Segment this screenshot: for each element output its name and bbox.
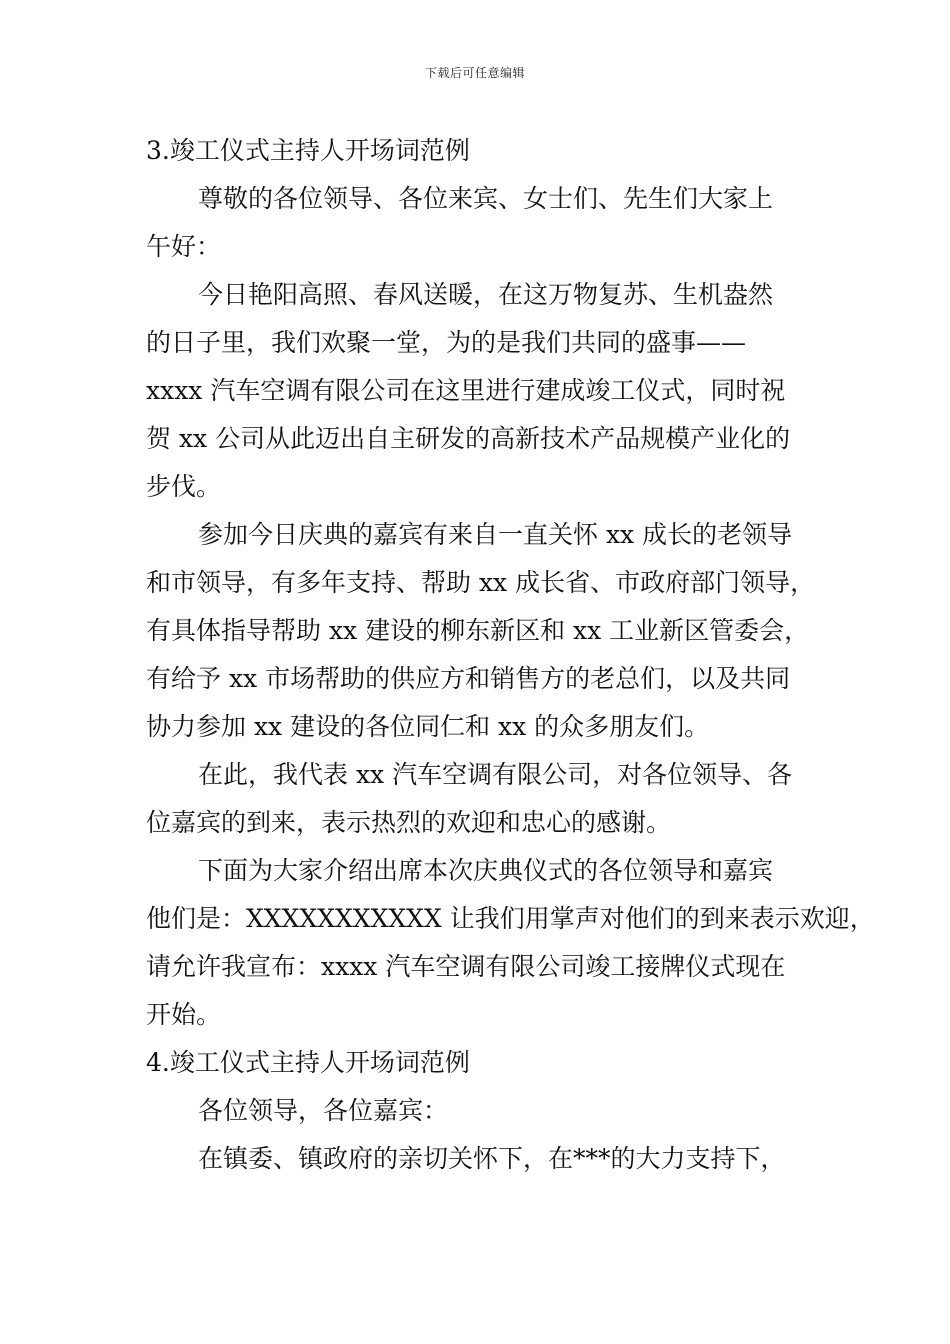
paragraph-salutation xyxy=(146,1087,811,1135)
text-line: 今日艳阳高照、春风送暖，在这万物复苏、生机盎然 xyxy=(198,280,774,309)
text-line: 和市领导，有多年支持、帮助 xx 成长省、市政府部门领导， xyxy=(146,568,816,597)
text-line: 贺 xx 公司从此迈出自主研发的高新技术产品规模产业化的 xyxy=(146,424,791,453)
paragraph-guests xyxy=(146,511,816,751)
text-line: 午好： xyxy=(146,232,222,261)
text-line: 在此，我代表 xx 汽车空调有限公司，对各位领导、各 xyxy=(198,760,793,789)
text-line: 各位领导，各位嘉宾： xyxy=(198,1096,449,1125)
text-line: 位嘉宾的到来，表示热烈的欢迎和忠心的感谢。 xyxy=(146,808,672,837)
text-line: 参加今日庆典的嘉宾有来自一直关怀 xx 成长的老领导 xyxy=(198,520,793,549)
page-header: 下载后可任意编辑 xyxy=(424,66,525,80)
section-4-heading: 4.竣工仪式主持人开场词范例 xyxy=(146,1048,470,1077)
text-line: 协力参加 xx 建设的各位同仁和 xx 的众多朋友们。 xyxy=(146,712,710,741)
paragraph-welcome xyxy=(146,751,811,847)
text-line: 下面为大家介绍出席本次庆典仪式的各位领导和嘉宾 xyxy=(198,856,774,885)
paragraph-greeting xyxy=(146,175,811,271)
document-body xyxy=(146,127,875,1183)
text-line: 开始。 xyxy=(146,1000,222,1029)
text-line: 尊敬的各位领导、各位来宾、女士们、先生们大家上 xyxy=(198,184,774,213)
text-line: 有给予 xx 市场帮助的供应方和销售方的老总们，以及共同 xyxy=(146,664,791,693)
paragraph-introduction xyxy=(146,847,875,1039)
paragraph-acknowledgement xyxy=(146,1135,811,1183)
text-line: 步伐。 xyxy=(146,472,222,501)
text-line: 请允许我宣布：xxxx 汽车空调有限公司竣工接牌仪式现在 xyxy=(146,952,786,981)
text-line: 有具体指导帮助 xx 建设的柳东新区和 xx 工业新区管委会， xyxy=(146,616,810,645)
section-3-heading: 3.竣工仪式主持人开场词范例 xyxy=(146,136,470,165)
text-line: 在镇委、镇政府的亲切关怀下，在***的大力支持下， xyxy=(198,1144,786,1173)
text-line: xxxx 汽车空调有限公司在这里进行建成竣工仪式，同时祝 xyxy=(146,376,786,405)
paragraph-opening xyxy=(146,271,811,511)
text-line: 他们是：XXXXXXXXXXX 让我们用掌声对他们的到来表示欢迎， xyxy=(146,904,875,933)
text-line: 的日子里，我们欢聚一堂，为的是我们共同的盛事—— xyxy=(146,328,747,357)
